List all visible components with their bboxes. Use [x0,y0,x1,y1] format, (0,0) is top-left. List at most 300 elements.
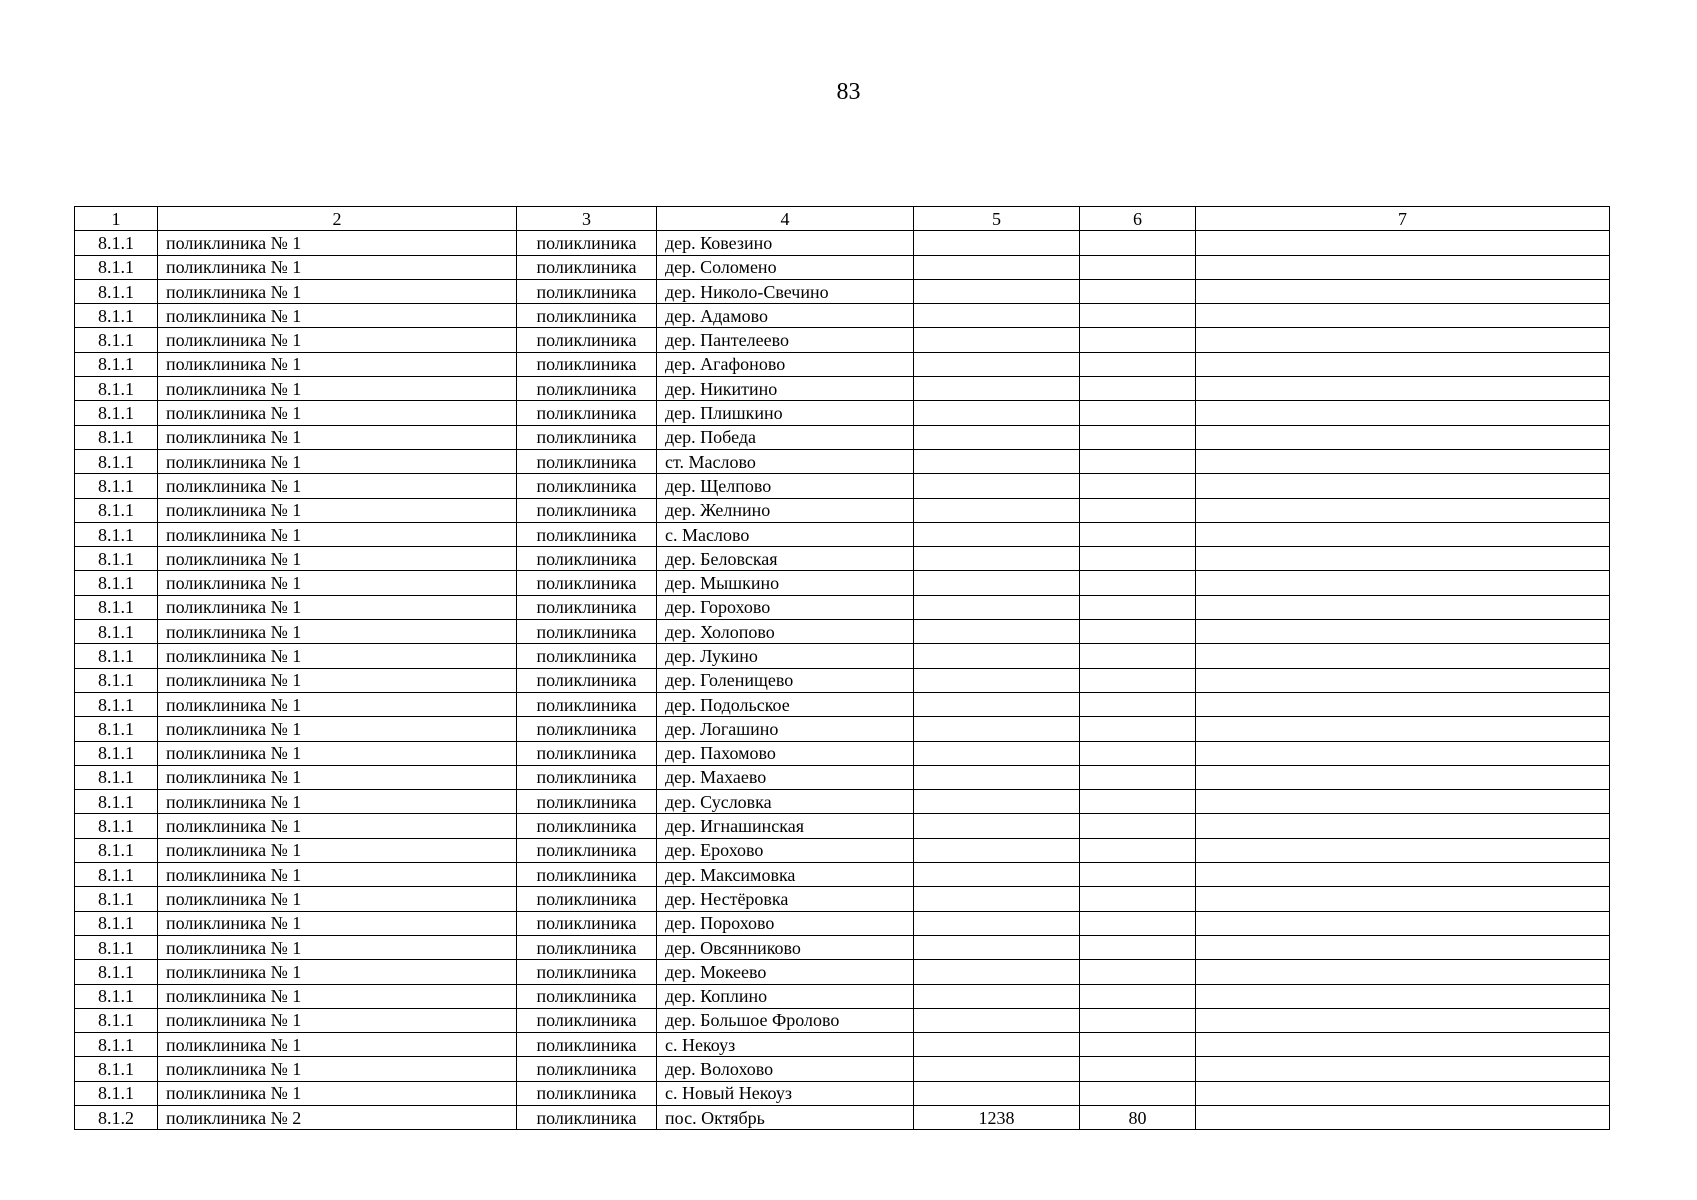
cell-facility-type: поликлиника [517,449,657,473]
cell-facility-type: поликлиника [517,1105,657,1129]
table-row [75,474,1610,498]
cell-column-6 [1080,838,1196,862]
cell-column-6 [1080,692,1196,716]
table-row [75,547,1610,571]
cell-column-6 [1080,401,1196,425]
cell-facility-type: поликлиника [517,935,657,959]
cell-locality: дер. Лукино [657,644,914,668]
cell-number: 8.1.1 [75,474,158,498]
cell-column-6 [1080,717,1196,741]
cell-locality: дер. Коплино [657,984,914,1008]
cell-column-5 [914,717,1080,741]
cell-column-6 [1080,377,1196,401]
table-row [75,814,1610,838]
cell-column-5 [914,863,1080,887]
cell-column-5 [914,668,1080,692]
cell-facility-type: поликлиника [517,960,657,984]
cell-locality: дер. Махаево [657,765,914,789]
cell-facility-type: поликлиника [517,352,657,376]
cell-facility-name: поликлиника № 1 [158,984,517,1008]
cell-facility-name: поликлиника № 1 [158,328,517,352]
cell-column-7 [1196,474,1610,498]
cell-locality: дер. Плишкино [657,401,914,425]
cell-column-7 [1196,984,1610,1008]
cell-column-6 [1080,790,1196,814]
table-row [75,571,1610,595]
table-row [75,935,1610,959]
cell-column-7 [1196,377,1610,401]
table-row [75,304,1610,328]
cell-locality: дер. Нестёровка [657,887,914,911]
cell-facility-name: поликлиника № 1 [158,692,517,716]
cell-facility-name: поликлиника № 1 [158,279,517,303]
cell-column-5 [914,377,1080,401]
cell-facility-type: поликлиника [517,255,657,279]
cell-facility-type: поликлиника [517,1081,657,1105]
cell-column-6 [1080,522,1196,546]
table-row [75,668,1610,692]
table-row [75,231,1610,255]
table-row [75,377,1610,401]
cell-column-6 [1080,668,1196,692]
cell-column-5 [914,498,1080,522]
cell-column-5 [914,352,1080,376]
table-row [75,255,1610,279]
cell-locality: дер. Щелпово [657,474,914,498]
cell-column-7 [1196,1033,1610,1057]
cell-column-7 [1196,863,1610,887]
table-row [75,425,1610,449]
cell-number: 8.1.1 [75,377,158,401]
cell-facility-name: поликлиника № 1 [158,887,517,911]
table-row [75,1033,1610,1057]
cell-number: 8.1.1 [75,1008,158,1032]
column-header: 6 [1080,207,1196,231]
cell-facility-type: поликлиника [517,911,657,935]
cell-facility-name: поликлиника № 1 [158,304,517,328]
cell-number: 8.1.1 [75,765,158,789]
cell-locality: дер. Пахомово [657,741,914,765]
cell-column-7 [1196,765,1610,789]
cell-column-7 [1196,328,1610,352]
cell-number: 8.1.1 [75,231,158,255]
cell-facility-name: поликлиника № 1 [158,935,517,959]
cell-column-7 [1196,401,1610,425]
cell-facility-name: поликлиника № 1 [158,668,517,692]
cell-facility-type: поликлиника [517,984,657,1008]
cell-number: 8.1.1 [75,352,158,376]
column-header: 7 [1196,207,1610,231]
cell-column-5 [914,401,1080,425]
cell-column-5 [914,741,1080,765]
cell-column-5 [914,425,1080,449]
cell-number: 8.1.1 [75,401,158,425]
cell-column-5 [914,911,1080,935]
cell-column-7 [1196,741,1610,765]
cell-column-5 [914,644,1080,668]
cell-column-7 [1196,960,1610,984]
cell-column-6 [1080,328,1196,352]
cell-column-6 [1080,644,1196,668]
cell-column-7 [1196,668,1610,692]
cell-column-6 [1080,279,1196,303]
table-row [75,595,1610,619]
cell-column-5 [914,255,1080,279]
cell-locality: дер. Горохово [657,595,914,619]
cell-column-5 [914,935,1080,959]
cell-facility-name: поликлиника № 1 [158,352,517,376]
cell-facility-name: поликлиника № 1 [158,790,517,814]
table-row [75,1008,1610,1032]
cell-facility-type: поликлиника [517,595,657,619]
cell-facility-type: поликлиника [517,547,657,571]
cell-facility-name: поликлиника № 1 [158,1057,517,1081]
cell-locality: дер. Николо-Свечино [657,279,914,303]
cell-column-5 [914,692,1080,716]
cell-number: 8.1.1 [75,984,158,1008]
cell-column-5 [914,838,1080,862]
table-row [75,717,1610,741]
cell-column-7 [1196,644,1610,668]
cell-column-5 [914,328,1080,352]
table-row [75,644,1610,668]
cell-facility-name: поликлиника № 1 [158,401,517,425]
cell-locality: дер. Желнино [657,498,914,522]
cell-column-7 [1196,790,1610,814]
cell-facility-name: поликлиника № 1 [158,255,517,279]
table-row [75,911,1610,935]
cell-number: 8.1.1 [75,279,158,303]
cell-column-5 [914,474,1080,498]
cell-column-7 [1196,692,1610,716]
cell-number: 8.1.1 [75,1081,158,1105]
cell-locality: дер. Пантелеево [657,328,914,352]
cell-column-6 [1080,960,1196,984]
table-row [75,863,1610,887]
table-row [75,692,1610,716]
cell-facility-name: поликлиника № 1 [158,960,517,984]
cell-column-6 [1080,741,1196,765]
cell-facility-type: поликлиника [517,571,657,595]
cell-number: 8.1.1 [75,498,158,522]
cell-facility-name: поликлиника № 2 [158,1105,517,1129]
column-header: 5 [914,207,1080,231]
cell-number: 8.1.1 [75,863,158,887]
table-row [75,1081,1610,1105]
cell-column-6 [1080,595,1196,619]
cell-number: 8.1.2 [75,1105,158,1129]
cell-number: 8.1.1 [75,790,158,814]
cell-facility-name: поликлиника № 1 [158,377,517,401]
cell-facility-name: поликлиника № 1 [158,425,517,449]
table-row [75,838,1610,862]
cell-number: 8.1.1 [75,255,158,279]
cell-column-6 [1080,814,1196,838]
cell-locality: дер. Волохово [657,1057,914,1081]
table-row [75,1105,1610,1129]
cell-facility-type: поликлиника [517,838,657,862]
cell-column-7 [1196,547,1610,571]
cell-locality: дер. Ерохово [657,838,914,862]
cell-facility-name: поликлиника № 1 [158,644,517,668]
cell-facility-type: поликлиника [517,498,657,522]
cell-column-5 [914,231,1080,255]
table-row [75,522,1610,546]
cell-column-6 [1080,765,1196,789]
cell-column-6 [1080,352,1196,376]
cell-column-5 [914,1081,1080,1105]
table-body [75,231,1610,1130]
cell-locality: дер. Логашино [657,717,914,741]
cell-column-5 [914,620,1080,644]
cell-column-6 [1080,1057,1196,1081]
cell-column-5 [914,304,1080,328]
cell-column-7 [1196,935,1610,959]
table-row [75,401,1610,425]
cell-column-7 [1196,595,1610,619]
cell-facility-type: поликлиника [517,279,657,303]
cell-number: 8.1.1 [75,741,158,765]
cell-column-5 [914,595,1080,619]
cell-column-5 [914,1033,1080,1057]
column-header: 4 [657,207,914,231]
cell-column-7 [1196,449,1610,473]
cell-column-6 [1080,1008,1196,1032]
cell-column-7 [1196,1008,1610,1032]
table-row [75,741,1610,765]
table-row [75,328,1610,352]
cell-column-7 [1196,887,1610,911]
cell-number: 8.1.1 [75,328,158,352]
cell-facility-name: поликлиника № 1 [158,741,517,765]
cell-column-7 [1196,717,1610,741]
cell-locality: дер. Большое Фролово [657,1008,914,1032]
cell-column-5 [914,449,1080,473]
cell-column-6 [1080,255,1196,279]
cell-column-6 [1080,547,1196,571]
cell-column-7 [1196,279,1610,303]
cell-column-5: 1238 [914,1105,1080,1129]
cell-locality: пос. Октябрь [657,1105,914,1129]
cell-column-6 [1080,304,1196,328]
cell-facility-name: поликлиника № 1 [158,620,517,644]
cell-locality: с. Маслово [657,522,914,546]
cell-column-7 [1196,522,1610,546]
cell-locality: дер. Подольское [657,692,914,716]
cell-locality: дер. Беловская [657,547,914,571]
cell-facility-type: поликлиника [517,231,657,255]
cell-number: 8.1.1 [75,838,158,862]
cell-facility-type: поликлиника [517,814,657,838]
cell-facility-type: поликлиника [517,887,657,911]
cell-column-7 [1196,304,1610,328]
cell-facility-type: поликлиника [517,474,657,498]
cell-number: 8.1.1 [75,620,158,644]
cell-number: 8.1.1 [75,935,158,959]
table-row [75,765,1610,789]
cell-locality: дер. Мокеево [657,960,914,984]
cell-column-7 [1196,911,1610,935]
cell-number: 8.1.1 [75,1033,158,1057]
cell-facility-name: поликлиника № 1 [158,595,517,619]
cell-column-5 [914,960,1080,984]
cell-facility-name: поликлиника № 1 [158,1008,517,1032]
table-row [75,790,1610,814]
cell-column-5 [914,887,1080,911]
cell-facility-name: поликлиника № 1 [158,765,517,789]
cell-column-7 [1196,425,1610,449]
cell-locality: дер. Максимовка [657,863,914,887]
cell-column-6 [1080,1033,1196,1057]
cell-locality: дер. Победа [657,425,914,449]
cell-facility-name: поликлиника № 1 [158,1033,517,1057]
column-header: 3 [517,207,657,231]
cell-column-5 [914,814,1080,838]
cell-column-6 [1080,571,1196,595]
cell-locality: с. Некоуз [657,1033,914,1057]
cell-column-7 [1196,838,1610,862]
cell-facility-type: поликлиника [517,522,657,546]
cell-column-6 [1080,863,1196,887]
cell-facility-type: поликлиника [517,1057,657,1081]
cell-facility-type: поликлиника [517,741,657,765]
cell-facility-type: поликлиника [517,620,657,644]
cell-number: 8.1.1 [75,547,158,571]
cell-column-7 [1196,498,1610,522]
cell-number: 8.1.1 [75,692,158,716]
cell-facility-name: поликлиника № 1 [158,1081,517,1105]
cell-column-6 [1080,887,1196,911]
cell-column-7 [1196,620,1610,644]
cell-number: 8.1.1 [75,1057,158,1081]
table-row [75,279,1610,303]
cell-column-5 [914,1057,1080,1081]
table-row [75,1057,1610,1081]
cell-column-6 [1080,620,1196,644]
cell-column-5 [914,790,1080,814]
cell-facility-name: поликлиника № 1 [158,571,517,595]
cell-number: 8.1.1 [75,571,158,595]
cell-facility-type: поликлиника [517,863,657,887]
page-number: 83 [836,79,861,105]
cell-column-7 [1196,1057,1610,1081]
table-row [75,449,1610,473]
cell-column-5 [914,279,1080,303]
table-row [75,960,1610,984]
cell-column-6 [1080,449,1196,473]
cell-column-7 [1196,1081,1610,1105]
table-row [75,984,1610,1008]
cell-column-5 [914,571,1080,595]
cell-facility-type: поликлиника [517,425,657,449]
cell-number: 8.1.1 [75,887,158,911]
cell-number: 8.1.1 [75,717,158,741]
cell-facility-type: поликлиника [517,790,657,814]
cell-number: 8.1.1 [75,522,158,546]
cell-locality: ст. Маслово [657,449,914,473]
cell-facility-name: поликлиника № 1 [158,717,517,741]
cell-facility-type: поликлиника [517,644,657,668]
cell-number: 8.1.1 [75,911,158,935]
cell-facility-name: поликлиника № 1 [158,911,517,935]
cell-locality: с. Новый Некоуз [657,1081,914,1105]
cell-column-5 [914,765,1080,789]
cell-column-6 [1080,425,1196,449]
cell-column-7 [1196,231,1610,255]
column-header: 1 [75,207,158,231]
cell-facility-name: поликлиника № 1 [158,474,517,498]
cell-facility-name: поликлиника № 1 [158,838,517,862]
cell-locality: дер. Холопово [657,620,914,644]
cell-locality: дер. Сусловка [657,790,914,814]
table-row [75,352,1610,376]
cell-facility-type: поликлиника [517,377,657,401]
cell-facility-name: поликлиника № 1 [158,522,517,546]
cell-column-6 [1080,911,1196,935]
cell-column-5 [914,1008,1080,1032]
table-row [75,620,1610,644]
cell-facility-type: поликлиника [517,304,657,328]
header-row [75,207,1610,231]
cell-column-6 [1080,984,1196,1008]
cell-locality: дер. Адамово [657,304,914,328]
cell-locality: дер. Никитино [657,377,914,401]
cell-column-5 [914,522,1080,546]
cell-facility-name: поликлиника № 1 [158,498,517,522]
cell-column-6 [1080,1081,1196,1105]
cell-locality: дер. Овсянниково [657,935,914,959]
cell-facility-type: поликлиника [517,717,657,741]
cell-column-6 [1080,498,1196,522]
cell-facility-name: поликлиника № 1 [158,449,517,473]
cell-facility-type: поликлиника [517,692,657,716]
cell-column-7 [1196,255,1610,279]
cell-column-6 [1080,231,1196,255]
cell-number: 8.1.1 [75,668,158,692]
cell-facility-type: поликлиника [517,668,657,692]
cell-locality: дер. Агафоново [657,352,914,376]
cell-facility-type: поликлиника [517,401,657,425]
cell-locality: дер. Голенищево [657,668,914,692]
cell-facility-type: поликлиника [517,765,657,789]
cell-locality: дер. Соломено [657,255,914,279]
cell-column-7 [1196,571,1610,595]
cell-column-6: 80 [1080,1105,1196,1129]
cell-number: 8.1.1 [75,644,158,668]
table-row [75,498,1610,522]
cell-column-6 [1080,474,1196,498]
cell-locality: дер. Ковезино [657,231,914,255]
facilities-table [74,206,1610,1130]
cell-number: 8.1.1 [75,595,158,619]
cell-number: 8.1.1 [75,304,158,328]
cell-column-6 [1080,935,1196,959]
cell-locality: дер. Игнашинская [657,814,914,838]
cell-number: 8.1.1 [75,814,158,838]
cell-number: 8.1.1 [75,425,158,449]
table-row [75,887,1610,911]
cell-number: 8.1.1 [75,449,158,473]
cell-number: 8.1.1 [75,960,158,984]
cell-facility-type: поликлиника [517,1008,657,1032]
cell-column-5 [914,984,1080,1008]
cell-facility-type: поликлиника [517,328,657,352]
cell-facility-type: поликлиника [517,1033,657,1057]
cell-facility-name: поликлиника № 1 [158,814,517,838]
cell-facility-name: поликлиника № 1 [158,547,517,571]
cell-locality: дер. Порохово [657,911,914,935]
cell-facility-name: поликлиника № 1 [158,231,517,255]
